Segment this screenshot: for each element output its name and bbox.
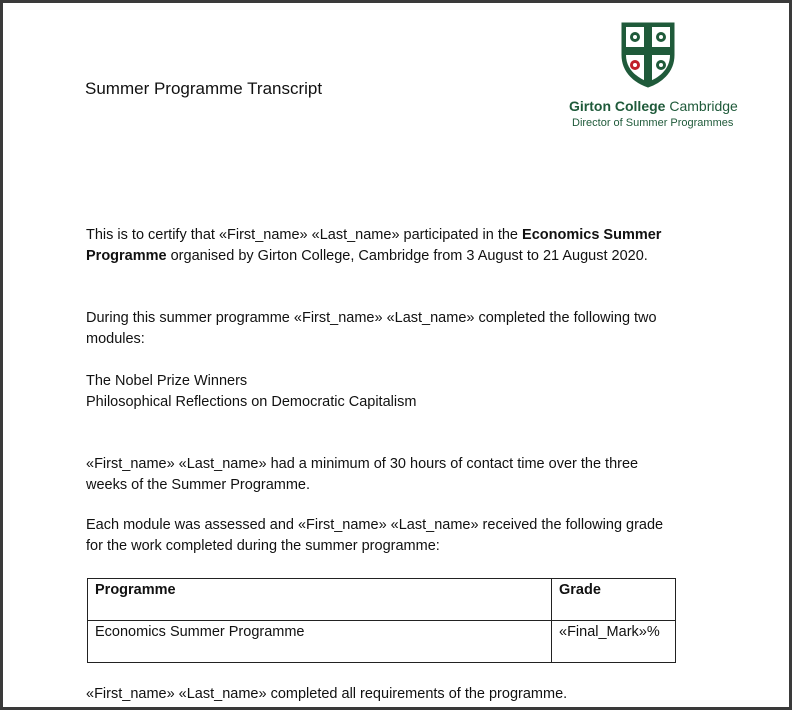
cell-programme: Economics Summer Programme bbox=[88, 621, 552, 663]
college-crest-icon bbox=[620, 21, 676, 89]
module-item: The Nobel Prize Winners bbox=[86, 373, 248, 389]
modules-intro-paragraph: During this summer programme «First_name» «Last_name» completed the following two modules: bbox=[86, 310, 657, 347]
certification-paragraph: This is to certify that «First_name» «Last_name» participated in the Economics Summer Programme organised by Girton College, Cambridge from 3 August to 21 August 2020. bbox=[86, 227, 662, 264]
college-name: Girton College Cambridge bbox=[569, 98, 738, 114]
cell-grade: «Final_Mark»% bbox=[552, 621, 676, 663]
table-row bbox=[88, 621, 676, 663]
college-subtitle: Director of Summer Programmes bbox=[572, 117, 734, 129]
table-header-row bbox=[88, 579, 676, 621]
contact-time-paragraph: «First_name» «Last_name» had a minimum of 30 hours of contact time over the three weeks of the Summer Programme. bbox=[86, 456, 639, 493]
module-item: Philosophical Reflections on Democratic Capitalism bbox=[86, 394, 417, 410]
modules-list bbox=[86, 371, 671, 413]
document-title: Summer Programme Transcript bbox=[85, 79, 323, 98]
header-programme: Programme bbox=[88, 579, 552, 621]
completion-paragraph: «First_name» «Last_name» completed all requirements of the programme. bbox=[86, 686, 568, 702]
header-grade: Grade bbox=[552, 579, 676, 621]
grades-table bbox=[87, 578, 676, 663]
assessment-paragraph: Each module was assessed and «First_name» «Last_name» received the following grade for the work completed during the summer programme: bbox=[86, 517, 664, 554]
programme-name: Economics Summer Programme bbox=[86, 227, 662, 264]
